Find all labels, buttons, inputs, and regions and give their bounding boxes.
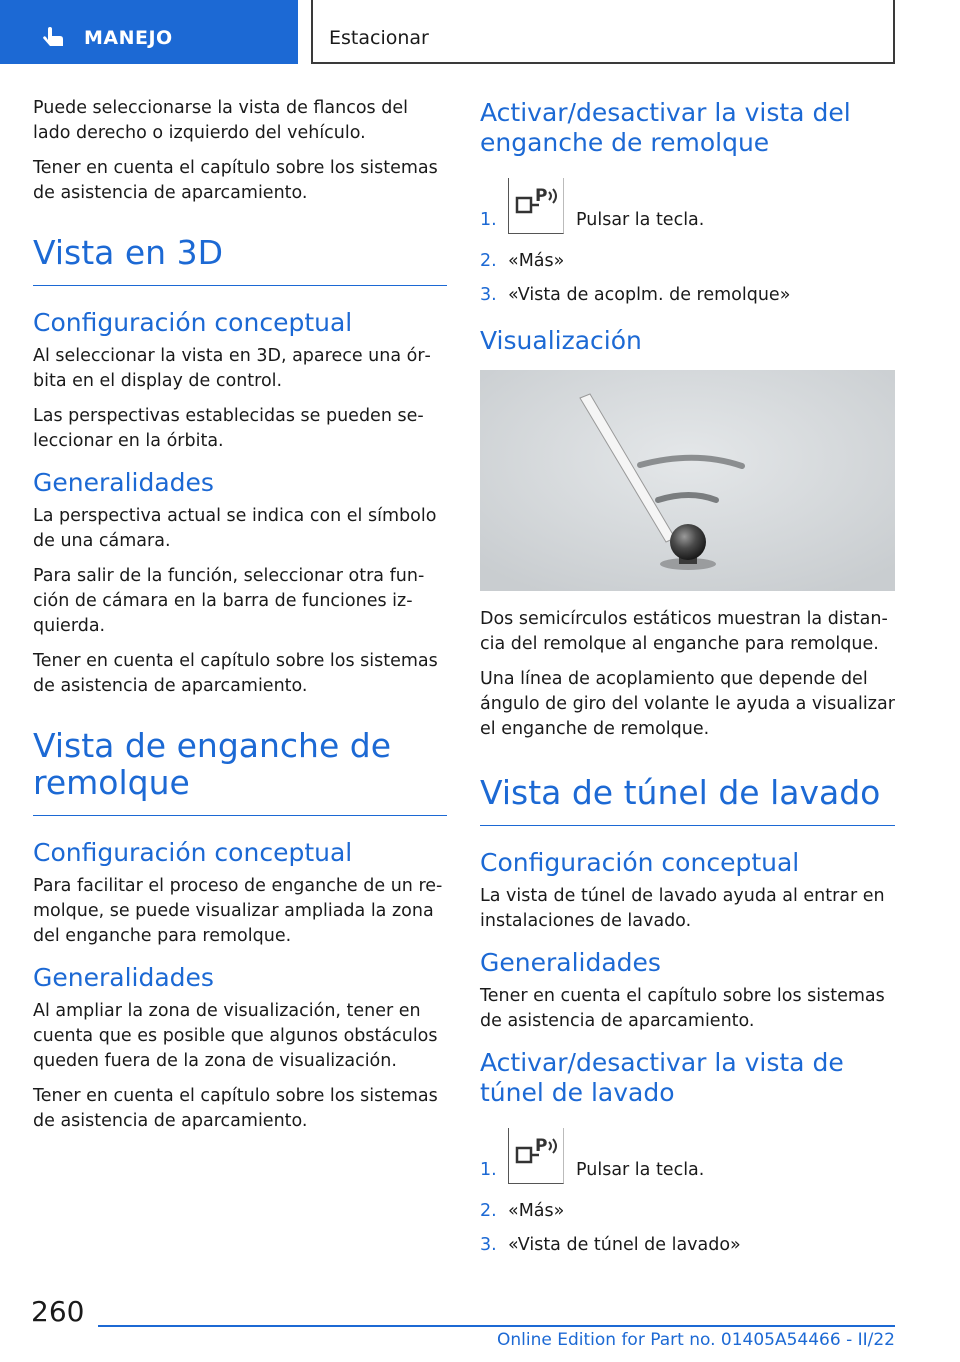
body-paragraph: Las perspectivas establecidas se pueden seleccionar en la órbita. [33, 406, 424, 451]
step-item [480, 1233, 895, 1258]
section-title-tunel: Vista de túnel de lavado [480, 774, 895, 826]
subheading-activar-enganche: Activar/desactivar la vista del enganche de remolque [480, 98, 851, 157]
section-title-enganche: Vista de enganche de remolque [33, 727, 447, 816]
body-paragraph: Tener en cuenta el capítulo sobre los sistemas de asistencia de aparcamiento. [33, 1086, 438, 1131]
chapter-header [311, 0, 895, 64]
step-text: «Vista de túnel de lavado» [508, 1235, 741, 1255]
subheading-visualizacion: Visualización [480, 326, 642, 355]
step-text: «Más» [508, 1201, 565, 1221]
left-column [33, 96, 447, 1144]
edition-link[interactable]: Online Edition for Part no. 01405A54466 - II/22 [496, 1330, 895, 1350]
footer-divider [98, 1325, 895, 1327]
section-tab [0, 0, 298, 64]
body-paragraph: Al ampliar la zona de visualización, tener en cuenta que es posible que algunos obstáculos queden fuera de la zona de visualización. [33, 1001, 438, 1071]
section-title-vista-3d: Vista en 3D [33, 234, 447, 286]
step-number: 2. [480, 251, 497, 271]
steering-hand-icon [40, 26, 66, 52]
svg-text:P: P [535, 1136, 548, 1156]
park-assist-button-icon [508, 178, 564, 234]
step-text: Pulsar la tecla. [576, 1160, 705, 1180]
body-paragraph: Para salir de la función, seleccionar otra función de cámara en la barra de funciones izquierda. [33, 566, 425, 636]
intro-paragraph: Tener en cuenta el capítulo sobre los sistemas de asistencia de aparcamiento. [33, 158, 438, 203]
body-paragraph: La perspectiva actual se indica con el símbolo de una cámara. [33, 506, 437, 551]
trailer-hitch-view-image [480, 370, 895, 591]
svg-text:P: P [535, 186, 548, 206]
step-item [480, 1128, 895, 1190]
step-number: 3. [480, 1235, 497, 1255]
steps-list-enganche [480, 178, 895, 308]
body-paragraph: La vista de túnel de lavado ayuda al entrar en instalaciones de lavado. [480, 886, 885, 931]
step-item [480, 283, 895, 308]
body-paragraph: Al seleccionar la vista en 3D, aparece una órbita en el display de control. [33, 346, 431, 391]
body-paragraph: Tener en cuenta el capítulo sobre los sistemas de asistencia de aparcamiento. [33, 651, 438, 696]
subheading-configuracion: Configuración conceptual [480, 848, 800, 877]
right-column [480, 96, 895, 1267]
step-number: 2. [480, 1201, 497, 1221]
step-text: Pulsar la tecla. [576, 210, 705, 230]
subheading-generalidades: Generalidades [33, 963, 214, 992]
step-text: «Vista de acoplm. de remolque» [508, 285, 791, 305]
step-text: «Más» [508, 251, 565, 271]
body-paragraph: Para facilitar el proceso de enganche de un remolque, se puede visualizar ampliada la zona del enganche para remolque. [33, 876, 443, 946]
steps-list-tunel [480, 1128, 895, 1258]
subheading-generalidades: Generalidades [480, 948, 661, 977]
park-assist-button-icon [508, 1128, 564, 1184]
section-tab-label: MANEJO [84, 27, 173, 49]
subheading-configuracion: Configuración conceptual [33, 838, 353, 867]
subheading-activar-tunel: Activar/desactivar la vista de túnel de lavado [480, 1048, 844, 1107]
page-number: 260 [31, 1295, 85, 1328]
step-item [480, 1199, 895, 1224]
chapter-title: Estacionar [329, 27, 429, 49]
body-paragraph: Tener en cuenta el capítulo sobre los sistemas de asistencia de aparcamiento. [480, 986, 885, 1031]
subheading-configuracion: Configuración conceptual [33, 308, 353, 337]
step-number: 1. [480, 1160, 497, 1180]
subheading-generalidades: Generalidades [33, 468, 214, 497]
body-paragraph: Dos semicírculos estáticos muestran la distancia del remolque al enganche para remolque. [480, 609, 888, 654]
step-item [480, 249, 895, 274]
step-number: 3. [480, 285, 497, 305]
step-item [480, 178, 895, 240]
step-number: 1. [480, 210, 497, 230]
intro-paragraph: Puede seleccionarse la vista de flancos del lado derecho o izquierdo del vehículo. [33, 98, 408, 143]
body-paragraph: Una línea de acoplamiento que depende del ángulo de giro del volante le ayuda a visualizar el enganche de remolque. [480, 669, 895, 739]
